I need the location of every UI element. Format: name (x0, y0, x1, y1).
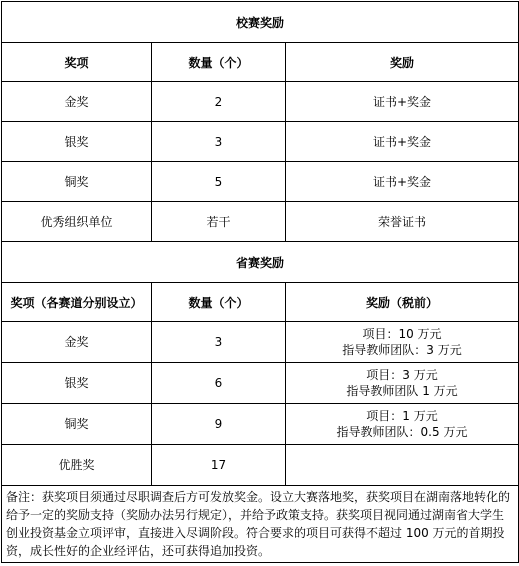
province-count-cell: 3 (152, 322, 286, 363)
campus-reward-cell: 证书+奖金 (286, 82, 519, 122)
campus-count-cell: 3 (152, 122, 286, 162)
reward-project-line: 项目：1 万元 (366, 409, 438, 423)
campus-award-cell: 铜奖 (2, 162, 152, 202)
table-row (2, 162, 519, 202)
table-row (2, 82, 519, 122)
province-header-award: 奖项（各赛道分别设立） (2, 283, 152, 322)
note-cell: 备注：获奖项目须通过尽职调查后方可发放奖金。设立大赛落地奖，获奖项目在湖南落地转化的给予一定的奖励支持（奖励办法另行规定），并给予政策支持。获奖项目视同通过湖南省大学生创业投资基金立项评审，直接进入尽调阶段。符合要求的项目可获得不超过 100 万元的首期投资，成长性好的企业经评估，还可获得追加投资。 (2, 486, 519, 563)
campus-header-award: 奖项 (2, 43, 152, 82)
table-row (2, 122, 519, 162)
campus-award-cell: 银奖 (2, 122, 152, 162)
table-row (2, 363, 519, 404)
province-section-title: 省赛奖励 (2, 242, 519, 283)
reward-teacher-line: 指导教师团队：3 万元 (342, 343, 462, 357)
campus-header-reward: 奖励 (286, 43, 519, 82)
province-reward-cell (286, 363, 519, 404)
campus-reward-cell: 证书+奖金 (286, 122, 519, 162)
province-header-count: 数量（个） (152, 283, 286, 322)
province-award-cell: 银奖 (2, 363, 152, 404)
awards-table (1, 1, 519, 563)
campus-award-cell: 优秀组织单位 (2, 202, 152, 242)
campus-count-cell: 5 (152, 162, 286, 202)
campus-count-cell: 2 (152, 82, 286, 122)
province-award-cell: 优胜奖 (2, 445, 152, 486)
campus-count-cell: 若干 (152, 202, 286, 242)
campus-header-count: 数量（个） (152, 43, 286, 82)
campus-reward-cell: 荣誉证书 (286, 202, 519, 242)
province-reward-cell (286, 404, 519, 445)
province-award-cell: 金奖 (2, 322, 152, 363)
table-row (2, 404, 519, 445)
province-reward-cell (286, 322, 519, 363)
reward-project-line: 项目：3 万元 (366, 368, 438, 382)
campus-section-title: 校赛奖励 (2, 2, 519, 43)
campus-award-cell: 金奖 (2, 82, 152, 122)
table-row (2, 202, 519, 242)
campus-reward-cell: 证书+奖金 (286, 162, 519, 202)
province-count-cell: 9 (152, 404, 286, 445)
table-row (2, 445, 519, 486)
reward-teacher-line: 指导教师团队 1 万元 (346, 384, 458, 398)
province-reward-cell (286, 445, 519, 486)
table-row (2, 322, 519, 363)
reward-teacher-line: 指导教师团队：0.5 万元 (336, 425, 468, 439)
reward-project-line: 项目：10 万元 (362, 327, 442, 341)
province-award-cell: 铜奖 (2, 404, 152, 445)
province-count-cell: 6 (152, 363, 286, 404)
province-count-cell: 17 (152, 445, 286, 486)
province-header-reward: 奖励（税前） (286, 283, 519, 322)
